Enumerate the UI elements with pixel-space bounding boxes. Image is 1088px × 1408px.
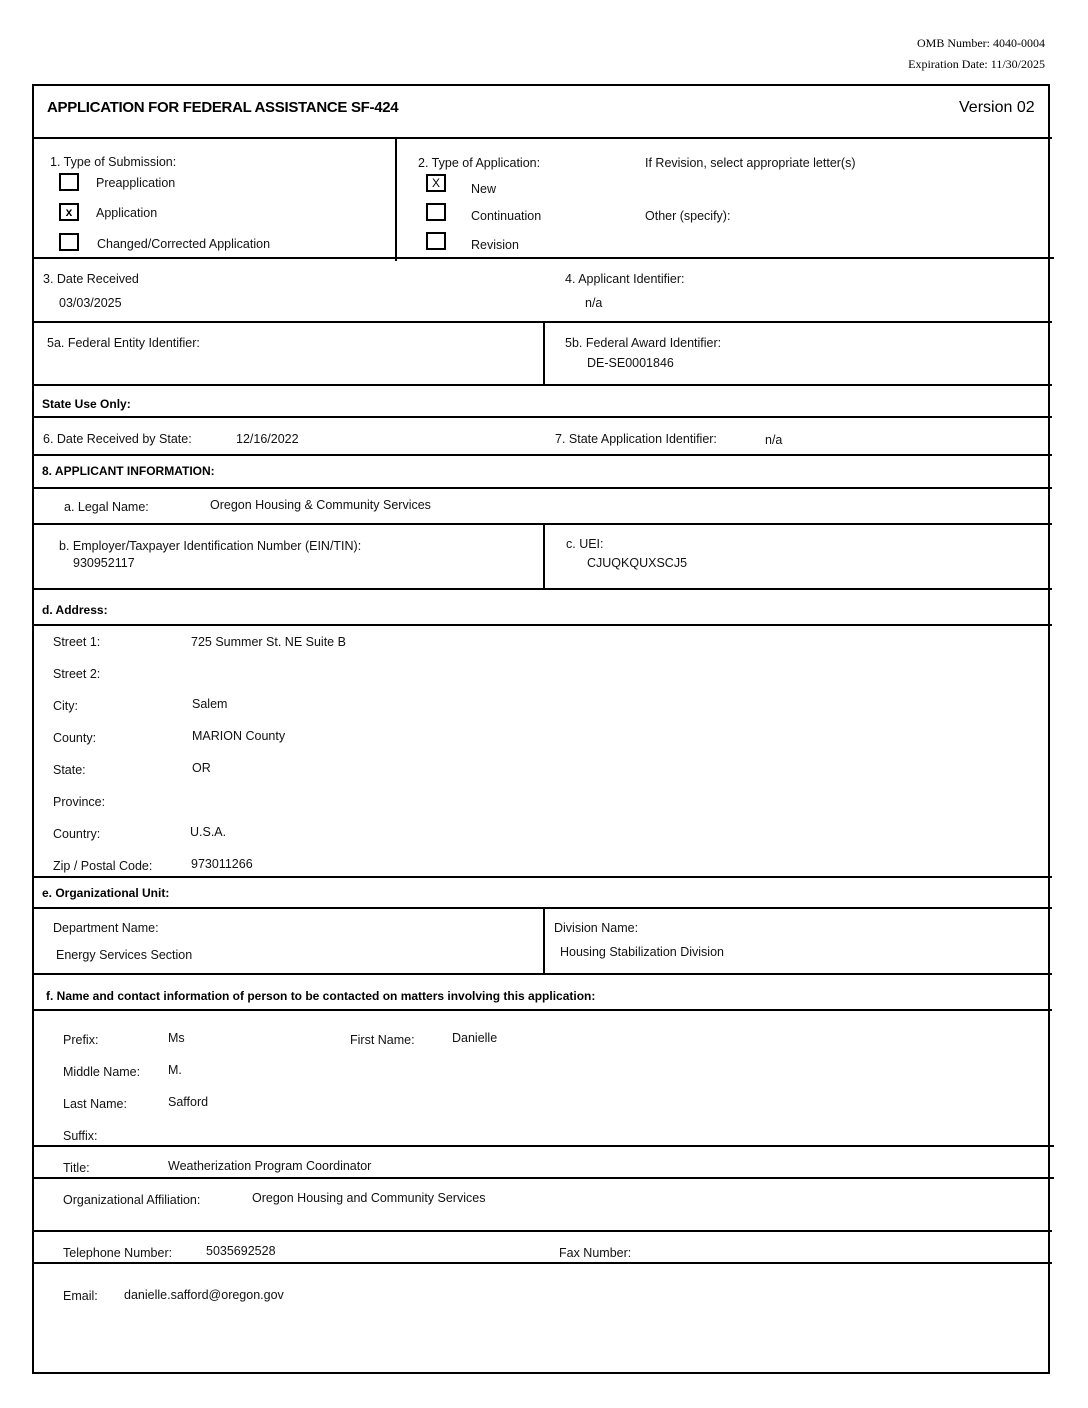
last-name-label: Last Name: xyxy=(63,1097,127,1111)
revision-checkbox[interactable] xyxy=(426,232,446,250)
applicant-information-heading: 8. APPLICANT INFORMATION: xyxy=(42,464,215,478)
uei-label: c. UEI: xyxy=(566,537,604,551)
divider xyxy=(32,321,1052,323)
prefix-value: Ms xyxy=(168,1031,185,1045)
type-of-application-label: 2. Type of Application: xyxy=(418,156,541,170)
country-label: Country: xyxy=(53,827,101,841)
new-checkbox[interactable]: X xyxy=(426,174,446,192)
division-name-value: Housing Stabilization Division xyxy=(560,945,724,959)
fax-label: Fax Number: xyxy=(559,1246,632,1260)
divider xyxy=(32,876,1052,878)
divider xyxy=(32,257,1054,259)
contact-heading: f. Name and contact information of person to be contacted on matters involving this application: xyxy=(46,989,596,1003)
suffix-label: Suffix: xyxy=(63,1129,98,1143)
divider xyxy=(32,523,1052,525)
street2-label: Street 2: xyxy=(53,667,101,681)
changed-corrected-checkbox[interactable] xyxy=(59,233,79,251)
date-received-value: 03/03/2025 xyxy=(59,296,122,310)
type-of-submission-label: 1. Type of Submission: xyxy=(50,155,177,169)
federal-award-identifier-value: DE-SE0001846 xyxy=(587,356,674,370)
county-value: MARION County xyxy=(192,729,286,743)
prefix-label: Prefix: xyxy=(63,1033,99,1047)
department-name-value: Energy Services Section xyxy=(56,948,193,962)
divider xyxy=(395,139,397,261)
department-name-label: Department Name: xyxy=(53,921,159,935)
divider xyxy=(543,321,545,385)
divider xyxy=(32,384,1052,386)
divider xyxy=(32,416,1052,418)
street1-label: Street 1: xyxy=(53,635,101,649)
middle-name-label: Middle Name: xyxy=(63,1065,141,1079)
date-received-by-state-label: 6. Date Received by State: xyxy=(43,432,192,446)
address-heading: d. Address: xyxy=(42,603,108,617)
revision-label: Revision xyxy=(471,238,519,252)
street1-value: 725 Summer St. NE Suite B xyxy=(191,635,346,649)
changed-corrected-label: Changed/Corrected Application xyxy=(97,237,271,251)
zip-label: Zip / Postal Code: xyxy=(53,859,153,873)
revision-letter-label: If Revision, select appropriate letter(s) xyxy=(645,156,856,170)
continuation-checkbox[interactable] xyxy=(426,203,446,221)
city-value: Salem xyxy=(192,697,228,711)
middle-name-value: M. xyxy=(168,1063,182,1077)
divider xyxy=(32,487,1052,489)
form-version: Version 02 xyxy=(959,99,1035,116)
application-label: Application xyxy=(96,206,158,220)
telephone-value: 5035692528 xyxy=(206,1244,276,1258)
expiration-date: Expiration Date: 11/30/2025 xyxy=(908,57,1045,71)
organizational-affiliation-value: Oregon Housing and Community Services xyxy=(252,1191,486,1205)
omb-number: OMB Number: 4040-0004 xyxy=(917,36,1045,50)
legal-name-value: Oregon Housing & Community Services xyxy=(210,498,431,512)
divider xyxy=(32,973,1052,975)
continuation-label: Continuation xyxy=(471,209,542,223)
divider xyxy=(32,588,1052,590)
email-value: danielle.safford@oregon.gov xyxy=(124,1288,284,1302)
ein-label: b. Employer/Taxpayer Identification Number (EIN/TIN): xyxy=(59,539,362,553)
organizational-affiliation-label: Organizational Affiliation: xyxy=(63,1193,201,1207)
divider xyxy=(543,523,545,589)
first-name-value: Danielle xyxy=(452,1031,498,1045)
country-value: U.S.A. xyxy=(190,825,227,839)
state-use-only-heading: State Use Only: xyxy=(42,397,131,411)
last-name-value: Safford xyxy=(168,1095,209,1109)
state-application-identifier-value: n/a xyxy=(765,433,783,447)
county-label: County: xyxy=(53,731,97,745)
sf424-form xyxy=(32,84,1050,1374)
city-label: City: xyxy=(53,699,78,713)
zip-value: 973011266 xyxy=(191,857,253,871)
application-checkbox[interactable]: x xyxy=(59,203,79,221)
federal-entity-identifier-label: 5a. Federal Entity Identifier: xyxy=(47,336,200,350)
divider xyxy=(32,137,1052,139)
email-label: Email: xyxy=(63,1289,98,1303)
applicant-identifier-value: n/a xyxy=(585,296,603,310)
federal-award-identifier-label: 5b. Federal Award Identifier: xyxy=(565,336,722,350)
divider xyxy=(32,1262,1052,1264)
uei-value: CJUQKQUXSCJ5 xyxy=(587,556,688,570)
new-label: New xyxy=(471,182,497,196)
divider xyxy=(32,907,1052,909)
division-name-label: Division Name: xyxy=(554,921,639,935)
divider xyxy=(543,907,545,973)
preapplication-checkbox[interactable] xyxy=(59,173,79,191)
legal-name-label: a. Legal Name: xyxy=(64,500,149,514)
applicant-identifier-label: 4. Applicant Identifier: xyxy=(565,272,685,286)
organizational-unit-heading: e. Organizational Unit: xyxy=(42,886,170,900)
province-label: Province: xyxy=(53,795,106,809)
state-value: OR xyxy=(192,761,211,775)
divider xyxy=(32,1230,1052,1232)
divider xyxy=(32,624,1052,626)
divider xyxy=(32,454,1052,456)
other-specify-label: Other (specify): xyxy=(645,209,731,223)
divider xyxy=(32,1009,1052,1011)
first-name-label: First Name: xyxy=(350,1033,415,1047)
divider xyxy=(32,1145,1054,1147)
title-value: Weatherization Program Coordinator xyxy=(168,1159,372,1173)
form-title: APPLICATION FOR FEDERAL ASSISTANCE SF-424 xyxy=(47,99,399,116)
telephone-label: Telephone Number: xyxy=(63,1246,173,1260)
ein-value: 930952117 xyxy=(73,556,135,570)
divider xyxy=(32,1177,1054,1179)
date-received-label: 3. Date Received xyxy=(43,272,139,286)
state-label: State: xyxy=(53,763,86,777)
preapplication-label: Preapplication xyxy=(96,176,176,190)
state-application-identifier-label: 7. State Application Identifier: xyxy=(555,432,717,446)
date-received-by-state-value: 12/16/2022 xyxy=(236,432,299,446)
title-label: Title: xyxy=(63,1161,90,1175)
